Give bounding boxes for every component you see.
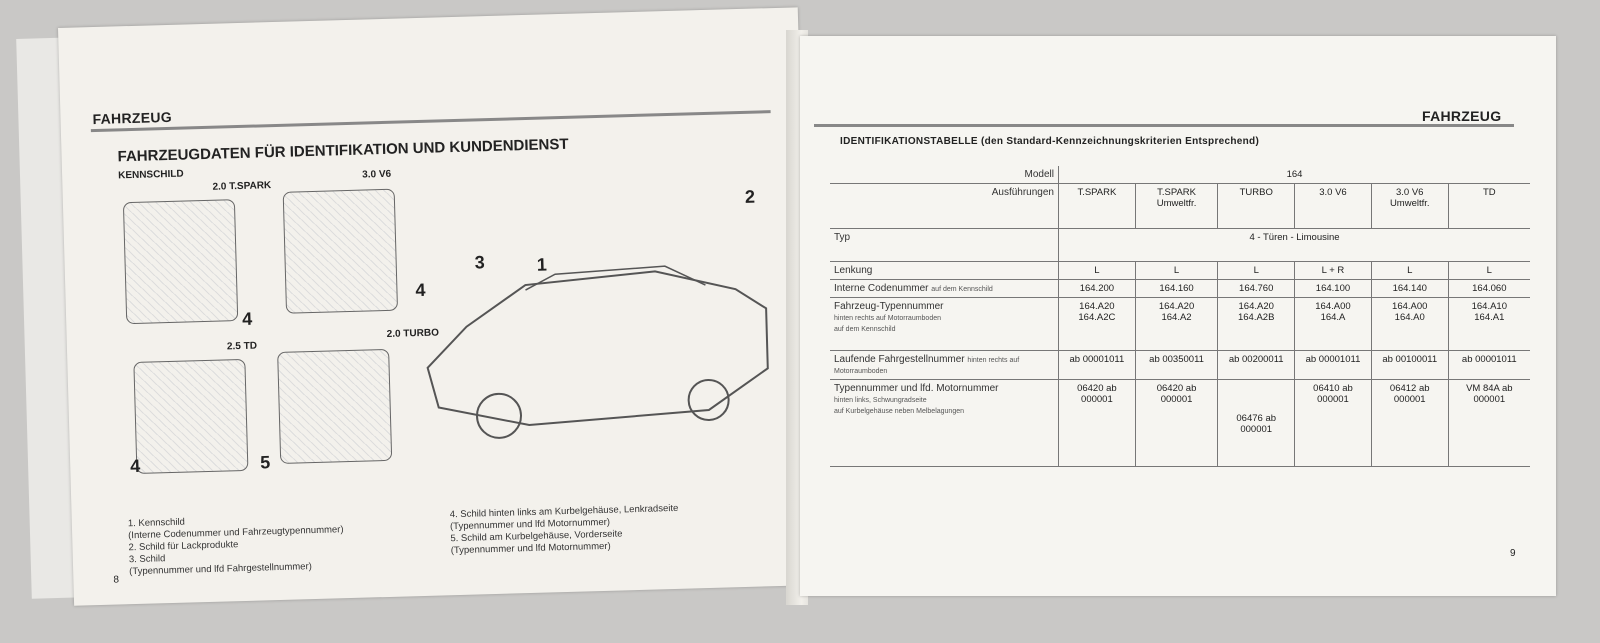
callout-5: 5 (259, 452, 271, 473)
code-sub: auf dem Kennschild (931, 286, 993, 293)
table-row (830, 262, 1530, 280)
car-illustration (403, 208, 789, 449)
fahrgestell-cell: ab 00350011 (1135, 351, 1218, 380)
typnr-label-cell (830, 298, 1059, 351)
left-page (58, 7, 814, 605)
fahrgestell-label: Laufende Fahrgestellnummer (834, 354, 965, 365)
motor-label-cell (830, 380, 1059, 467)
code-cell: 164.160 (1135, 280, 1218, 298)
variant-cell: 3.0 V6 Umweltfr. (1371, 184, 1448, 229)
engine-label-v6: 3.0 V6 (362, 168, 392, 181)
legend-right: 4. Schild hinten links am Kurbelgehäuse, Lenkradseite (Typennummer und lfd Motornummer) 5. Schild am Kurbelgehäuse, Vorderseite (Typennummer und lfd Motornummer) (449, 502, 679, 557)
typnr-a: 164.A20 (1238, 301, 1274, 312)
left-heading: FAHRZEUGDATEN FÜR IDENTIFIKATION UND KUNDENDIENST (117, 135, 569, 166)
typnr-b: 164.A2C (1078, 312, 1116, 323)
motor-a: 06410 ab 000001 (1313, 383, 1353, 405)
code-cell: 164.100 (1295, 280, 1372, 298)
code-cell: 164.200 (1059, 280, 1136, 298)
typnr-a: 164.A20 (1079, 301, 1115, 312)
code-label: Interne Codenummer (834, 283, 929, 294)
motor-cell (1295, 380, 1372, 467)
callout-3: 3 (474, 252, 485, 273)
motor-a: 06412 ab 000001 (1389, 383, 1430, 405)
fahrgestell-label-cell (830, 351, 1059, 380)
lenkung-cell: L (1218, 262, 1295, 280)
left-section-title: FAHRZEUG (92, 108, 173, 128)
variant-cell: 3.0 V6 (1295, 184, 1372, 229)
lenkung-cell: L (1059, 262, 1136, 280)
motor-sub1: hinten links, Schwungradseite (834, 397, 927, 404)
lenkung-cell: L (1448, 262, 1530, 280)
motor-sub2: auf Kurbelgehäuse neben Melbelagungen (834, 408, 964, 415)
variant-cell: T.SPARK Umweltfr. (1135, 184, 1218, 229)
lenkung-cell: L (1371, 262, 1448, 280)
typnr-cell (1135, 298, 1218, 351)
callout-4b: 4 (415, 279, 426, 301)
typ-label: Typ (830, 229, 1059, 262)
typnr-a: 164.A20 (1158, 301, 1195, 312)
right-page (800, 36, 1556, 596)
motor-label: Typennummer und lfd. Motornummer (834, 383, 999, 394)
fahrgestell-cell: ab 00100011 (1371, 351, 1448, 380)
table-row (830, 166, 1530, 184)
engine-label-td: 2.5 TD (226, 340, 258, 353)
lenkung-label: Lenkung (830, 262, 1059, 280)
typnr-b: 164.A (1320, 312, 1346, 323)
fahrgestell-cell: ab 00001011 (1448, 351, 1530, 380)
lenkung-cell: L (1135, 262, 1218, 280)
variant-cell: T.SPARK (1059, 184, 1136, 229)
lenkung-cell: L + R (1295, 262, 1372, 280)
engine-label-tspark: 2.0 T.SPARK (212, 180, 272, 193)
typnr-label: Fahrzeug-Typennummer (834, 301, 944, 312)
table-row (830, 380, 1530, 467)
legend-left: 1. Kennschild (Interne Codenummer und Fahrzeugtypennummer) 2. Schild für Lackprodukte 3. Schild (Typennummer und lfd Fahrgestellnummer) (127, 516, 344, 578)
right-page-number: 9 (1510, 548, 1516, 559)
fahrgestell-sub: hinten rechts auf Motorraumboden (834, 357, 1020, 375)
motor-a: 06420 ab 000001 (1077, 383, 1117, 405)
typnr-a: 164.A00 (1392, 301, 1428, 312)
identification-table (830, 166, 1530, 467)
code-label-cell (830, 280, 1059, 298)
typ-value: 4 - Türen - Limousine (1059, 229, 1531, 262)
code-cell: 164.140 (1371, 280, 1448, 298)
engine-td-illustration (133, 359, 248, 474)
table-row (830, 298, 1530, 351)
variant-cell: TD (1448, 184, 1530, 229)
motor-cell (1059, 380, 1136, 467)
code-cell: 164.060 (1448, 280, 1530, 298)
callout-1: 1 (536, 254, 548, 275)
table-row (830, 280, 1530, 298)
typnr-cell (1218, 298, 1295, 351)
engine-label-turbo: 2.0 TURBO (386, 327, 440, 340)
ausfuehrungen-label: Ausführungen (830, 184, 1059, 229)
engine-tspark-illustration (123, 199, 238, 324)
motor-cell (1371, 380, 1448, 467)
engine-v6-illustration (283, 189, 398, 314)
variant-cell: TURBO (1218, 184, 1295, 229)
left-header-rule (91, 110, 771, 132)
typnr-a: 164.A10 (1471, 301, 1508, 312)
kennschild-label: KENNSCHILD (117, 168, 184, 182)
typnr-sub2: auf dem Kennschild (834, 326, 896, 333)
typnr-b: 164.A2B (1237, 312, 1275, 323)
motor-a: 06420 ab 000001 (1156, 383, 1197, 405)
modell-value: 164 (1059, 166, 1531, 184)
fahrgestell-cell: ab 00001011 (1059, 351, 1136, 380)
table-row (830, 351, 1530, 380)
motor-cell (1218, 380, 1295, 467)
typnr-sub1: hinten rechts auf Motorraumboden (834, 315, 942, 322)
code-cell: 164.760 (1218, 280, 1295, 298)
typnr-b: 164.A0 (1394, 312, 1425, 323)
callout-4a: 4 (241, 308, 253, 329)
modell-label: Modell (830, 166, 1059, 184)
callout-4c: 4 (129, 455, 141, 477)
typnr-b: 164.A2 (1161, 312, 1192, 323)
left-page-number: 8 (113, 574, 120, 586)
typnr-cell (1059, 298, 1136, 351)
typnr-cell (1448, 298, 1530, 351)
motor-b: 06476 ab 000001 (1236, 413, 1277, 435)
right-header-rule (814, 124, 1514, 127)
motor-cell (1448, 380, 1530, 467)
fahrgestell-cell: ab 00001011 (1295, 351, 1372, 380)
table-row (830, 229, 1530, 262)
right-section-title: FAHRZEUG (1422, 108, 1502, 124)
table-title: IDENTIFIKATIONSTABELLE (den Standard-Kennzeichnungskriterien Entsprechend) (840, 136, 1260, 147)
table-row (830, 184, 1530, 229)
callout-2: 2 (744, 186, 756, 207)
typnr-b: 164.A1 (1474, 312, 1505, 323)
motor-a: VM 84A ab 000001 (1466, 383, 1513, 405)
fahrgestell-cell: ab 00200011 (1218, 351, 1295, 380)
typnr-a: 164.A00 (1315, 301, 1351, 312)
typnr-cell (1295, 298, 1372, 351)
motor-cell (1135, 380, 1218, 467)
typnr-cell (1371, 298, 1448, 351)
engine-turbo-illustration (277, 349, 392, 464)
